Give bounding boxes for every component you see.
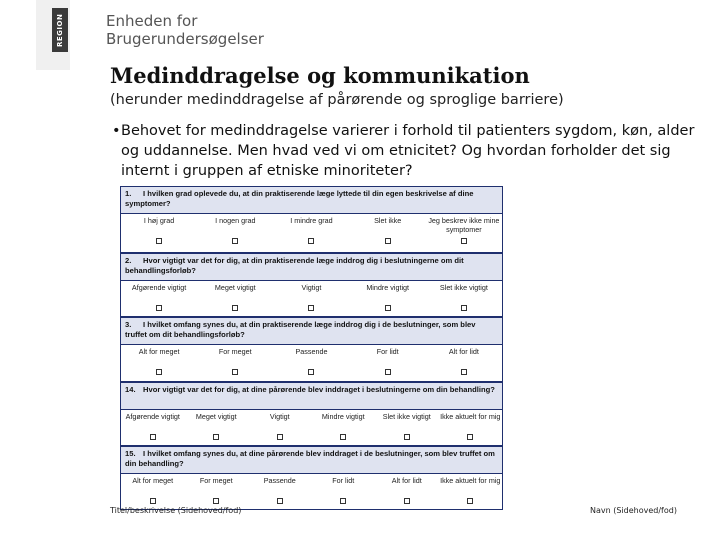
answer-option-label: Alt for meget <box>132 476 174 486</box>
answer-option <box>426 281 502 311</box>
answer-option-label: Meget vigtigt <box>195 411 237 421</box>
question-number: 15. <box>125 449 136 459</box>
question-text: Hvor vigtigt var det for dig, at din praktiserende læge inddrog dig i beslutningerne om dit behandlingsforløb? <box>125 255 464 275</box>
answer-option <box>248 474 312 504</box>
checkbox-icon <box>156 238 162 244</box>
answer-option <box>439 474 503 504</box>
answer-option <box>121 281 197 311</box>
bullet-text: Behovet for medinddragelse varierer i forhold til patienters sygdom, køn, alder og uddannelse. Men hvad ved vi om etnicitet? Og hvordan forholder det sig internt i gruppen af etniske minoriteter? <box>121 123 695 179</box>
survey-question <box>121 445 502 511</box>
question-header <box>121 383 502 410</box>
answer-option <box>248 410 312 440</box>
answer-options <box>121 214 502 251</box>
answer-options <box>121 281 502 318</box>
answer-option-label: Ikke aktuelt for mig <box>440 411 501 421</box>
answer-option-label: For lidt <box>376 347 399 357</box>
answer-option <box>121 214 197 244</box>
answer-option-label: For meget <box>199 476 233 486</box>
survey-questionnaire-image <box>120 186 503 510</box>
checkbox-icon <box>213 434 219 440</box>
answer-option-label: Alt for meget <box>138 347 180 357</box>
question-header <box>121 318 502 345</box>
answer-option <box>426 345 502 375</box>
answer-option-label: Mindre vigtigt <box>321 411 365 421</box>
checkbox-icon <box>461 369 467 375</box>
answer-option <box>350 214 426 244</box>
answer-option <box>121 474 185 504</box>
bullet-icon: • <box>112 123 121 139</box>
answer-option-label: Passende <box>295 347 328 357</box>
answer-option <box>350 345 426 375</box>
checkbox-icon <box>385 305 391 311</box>
question-header <box>121 254 502 281</box>
checkbox-icon <box>277 498 283 504</box>
checkbox-icon <box>232 238 238 244</box>
checkbox-icon <box>404 434 410 440</box>
question-text: I hvilket omfang synes du, at din praktiserende læge inddrog dig i de beslutninger, som blev truffet om dit behandlingsforløb? <box>125 320 476 340</box>
checkbox-icon <box>467 498 473 504</box>
answer-option <box>273 214 349 244</box>
survey-question <box>121 252 502 318</box>
checkbox-icon <box>232 369 238 375</box>
footer-name: Navn (Sidehoved/fod) <box>590 506 677 515</box>
checkbox-icon <box>467 434 473 440</box>
checkbox-icon <box>461 305 467 311</box>
answer-option-label: Slet ikke vigtigt <box>439 282 488 292</box>
question-text: Hvor vigtigt var det for dig, at dine pårørende blev inddraget i beslutningerne om din behandling? <box>143 384 495 394</box>
answer-option-label: Afgørende vigtigt <box>125 411 180 421</box>
checkbox-icon <box>156 305 162 311</box>
footer-title: Titel/beskrivelse (Sidehoved/fod) <box>110 506 242 515</box>
checkbox-icon <box>340 498 346 504</box>
question-header <box>121 187 502 214</box>
answer-option-label: Mindre vigtigt <box>366 282 410 292</box>
answer-option-label: Passende <box>263 476 296 486</box>
question-text: I hvilken grad oplevede du, at din praktiserende læge lyttede til din egen beskrivelse af dine symptomer? <box>125 189 474 208</box>
answer-option-label: Ikke aktuelt for mig <box>440 476 501 486</box>
answer-option-label: Slet ikke vigtigt <box>382 411 431 421</box>
question-number: 1. <box>125 189 132 198</box>
answer-option <box>350 281 426 311</box>
answer-option <box>426 214 502 244</box>
answer-option-label: Alt for lidt <box>391 476 422 486</box>
bullet-point <box>112 121 702 181</box>
survey-question <box>121 187 502 251</box>
checkbox-icon <box>150 498 156 504</box>
answer-option-label: For meget <box>218 347 252 357</box>
answer-option <box>185 410 249 440</box>
checkbox-icon <box>156 369 162 375</box>
answer-option-label: Slet ikke <box>374 216 402 225</box>
checkbox-icon <box>150 434 156 440</box>
answer-option <box>273 281 349 311</box>
answer-option-label: Alt for lidt <box>448 347 479 357</box>
answer-option-label: Jeg beskrev ikke mine symptomer <box>428 216 500 234</box>
answer-option <box>439 410 503 440</box>
region-logo-text: REGION <box>56 13 64 47</box>
checkbox-icon <box>308 305 314 311</box>
checkbox-icon <box>308 238 314 244</box>
answer-option-label: For lidt <box>332 476 355 486</box>
answer-option-label: Vigtigt <box>269 411 290 421</box>
slide-subtitle: (herunder medinddragelse af pårørende og sproglige barriere) <box>110 92 564 108</box>
answer-option <box>121 345 197 375</box>
answer-option <box>312 474 376 504</box>
checkbox-icon <box>461 238 467 244</box>
answer-option-label: I nogen grad <box>215 216 256 225</box>
answer-option-label: Afgørende vigtigt <box>131 282 187 292</box>
organization-line-1: Enheden for <box>106 12 198 30</box>
checkbox-icon <box>232 305 238 311</box>
question-number: 2. <box>125 255 132 265</box>
answer-option-label: Vigtigt <box>301 282 322 292</box>
question-header <box>121 447 502 474</box>
answer-option <box>375 410 439 440</box>
answer-option <box>312 410 376 440</box>
checkbox-icon <box>308 369 314 375</box>
question-number: 14. <box>125 384 136 394</box>
checkbox-icon <box>404 498 410 504</box>
survey-question <box>121 381 502 447</box>
answer-option <box>185 474 249 504</box>
checkbox-icon <box>385 238 391 244</box>
answer-option <box>273 345 349 375</box>
answer-options <box>121 345 502 382</box>
answer-option <box>375 474 439 504</box>
organization-line-2: Brugerundersøgelser <box>106 30 264 48</box>
checkbox-icon <box>213 498 219 504</box>
checkbox-icon <box>277 434 283 440</box>
answer-options <box>121 410 502 447</box>
survey-question <box>121 316 502 382</box>
answer-option <box>121 410 185 440</box>
answer-option-label: I mindre grad <box>290 216 333 225</box>
answer-option <box>197 214 273 244</box>
answer-option-label: Meget vigtigt <box>214 282 256 292</box>
question-number: 3. <box>125 320 132 330</box>
question-text: I hvilket omfang synes du, at dine pårørende blev inddraget i de beslutninger, som blev truffet om din behandling? <box>125 449 495 469</box>
answer-option <box>197 281 273 311</box>
checkbox-icon <box>385 369 391 375</box>
answer-option-label: I høj grad <box>143 216 175 225</box>
answer-option <box>197 345 273 375</box>
organization-name <box>106 12 264 48</box>
slide-title: Medinddragelse og kommunikation <box>110 63 530 88</box>
checkbox-icon <box>340 434 346 440</box>
